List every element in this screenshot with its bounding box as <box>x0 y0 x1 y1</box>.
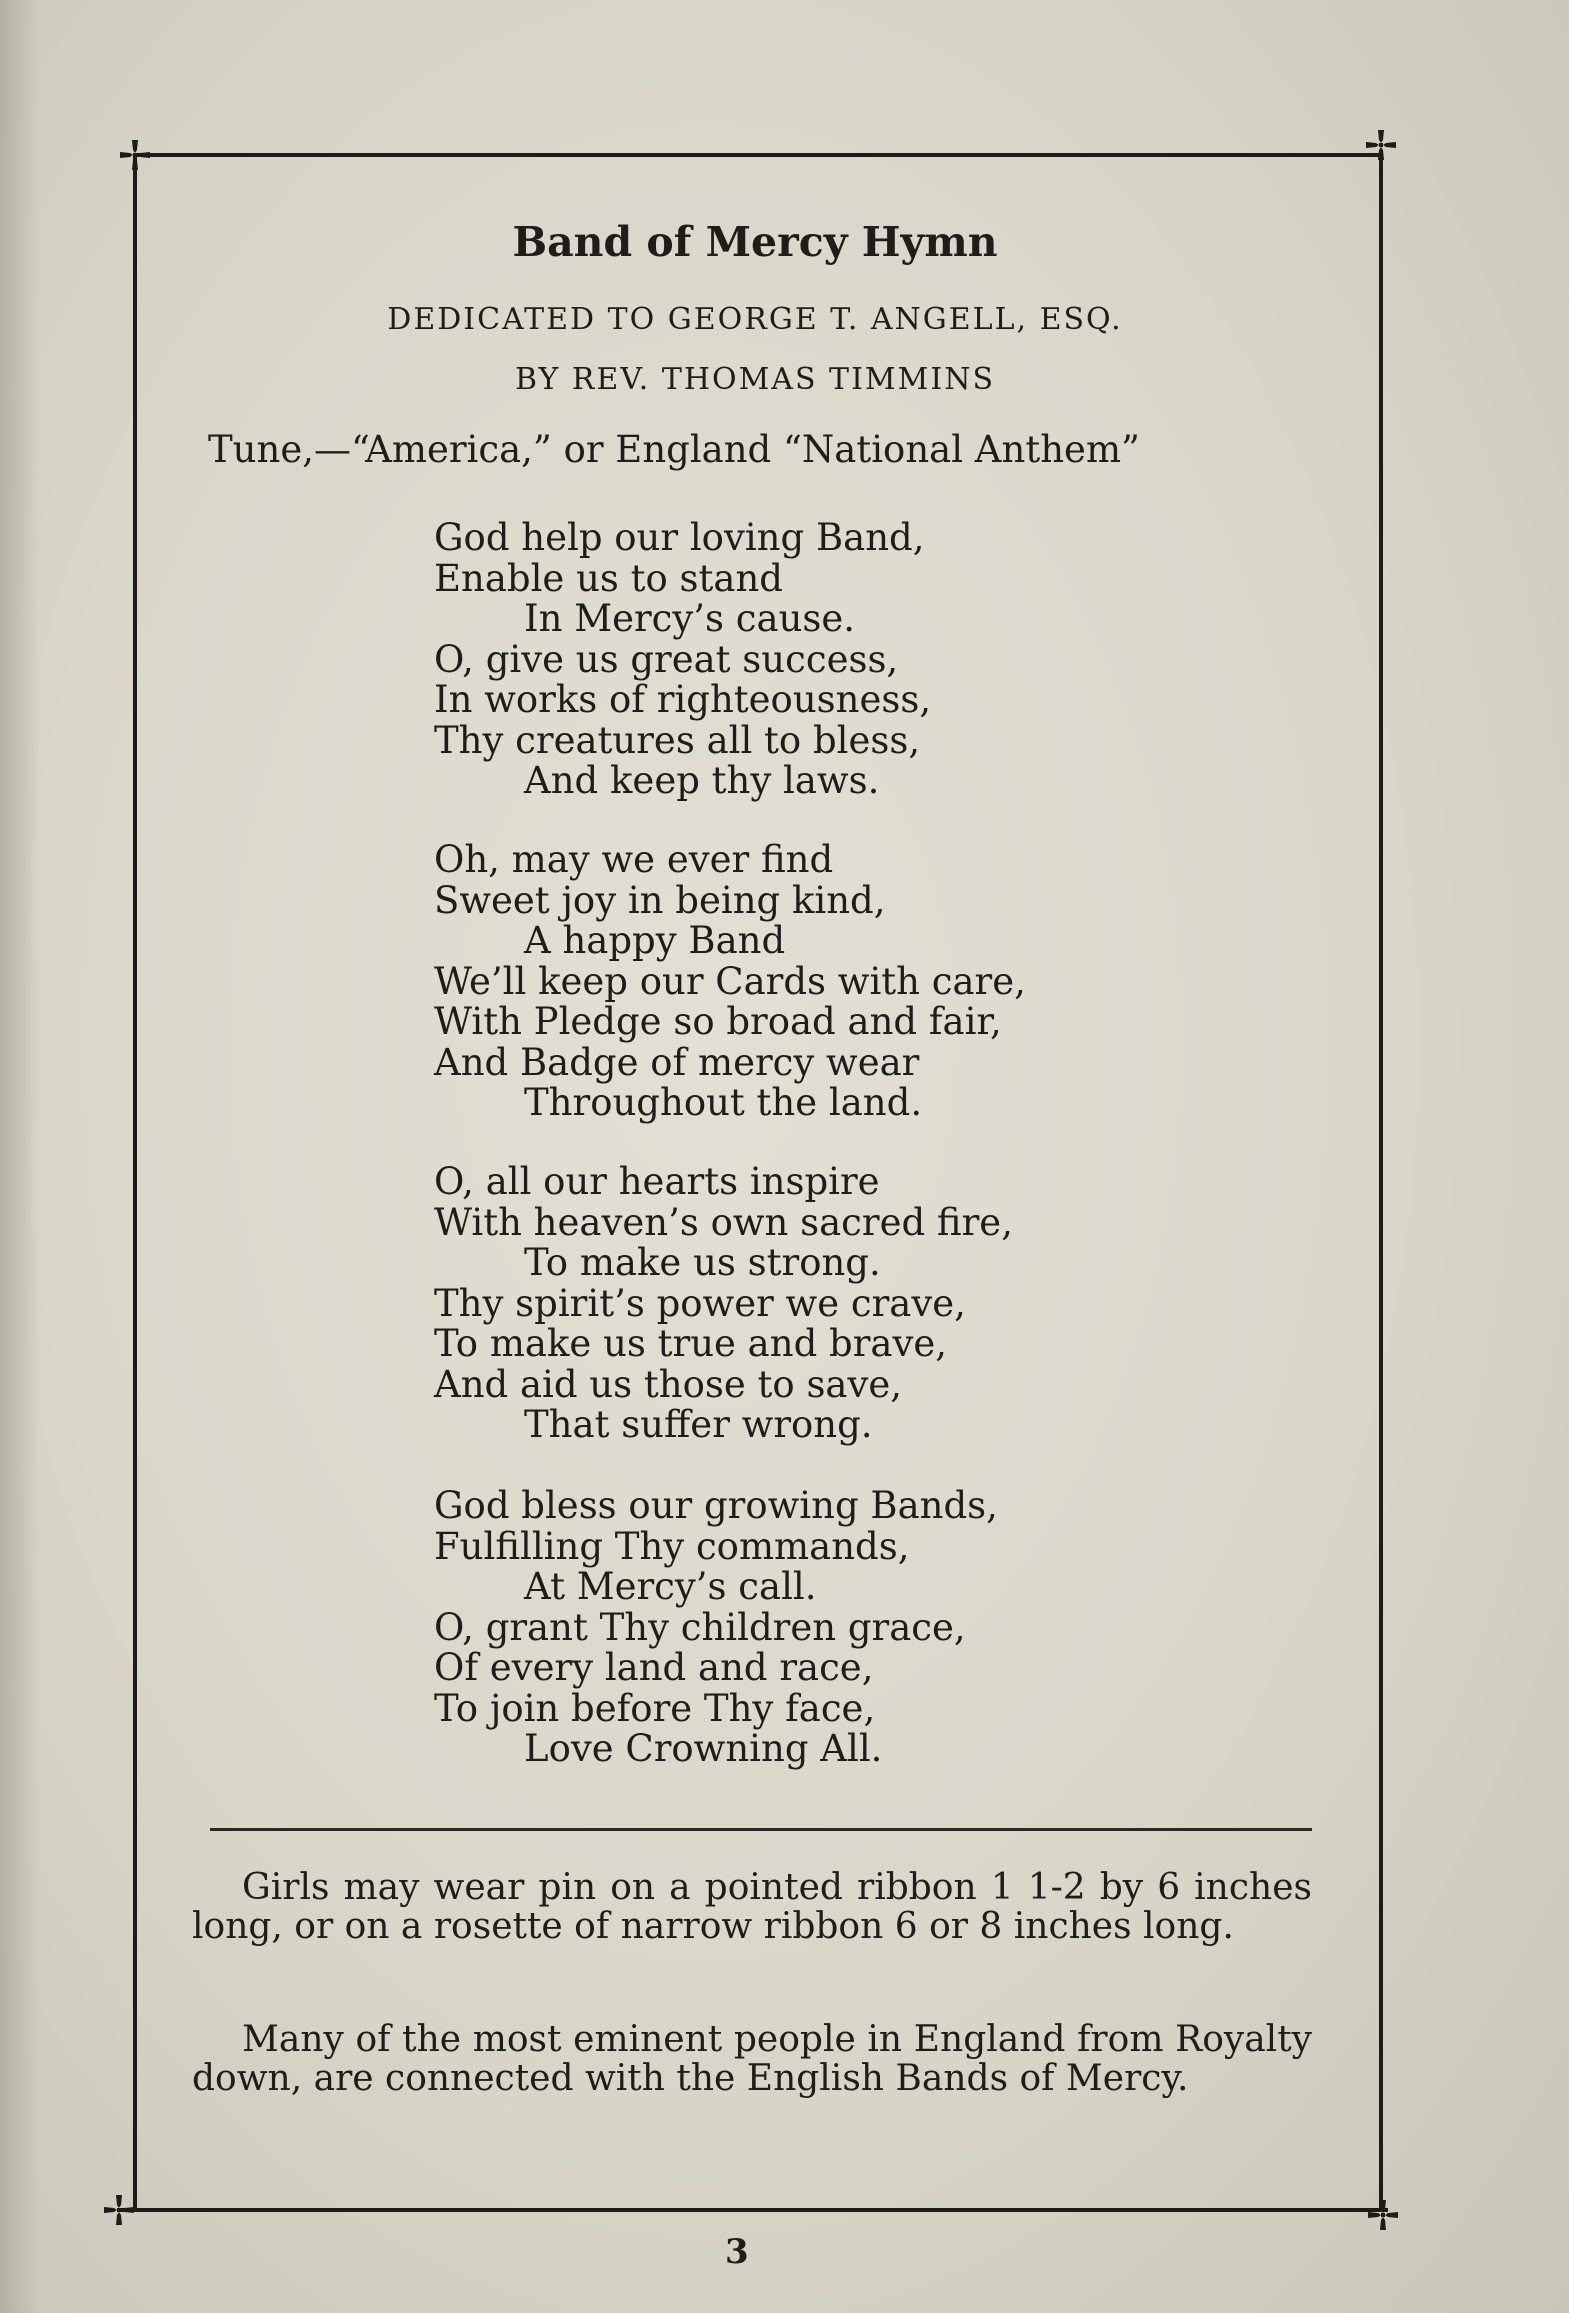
verse-line: And Badge of mercy wear <box>434 1040 920 1084</box>
corner-cross-icon <box>1366 2198 1400 2232</box>
hymn-title: Band of Mercy Hymn <box>512 218 998 266</box>
stanza <box>434 1486 998 1770</box>
verse-line: To join before Thy face, <box>434 1686 876 1730</box>
author-line: BY REV. THOMAS TIMMINS <box>514 362 996 397</box>
royalty-note: Many of the most eminent people in England from Royalty down, are connected with the English Bands of Mercy. <box>192 2019 1312 2099</box>
verse-line: In Mercy’s cause. <box>524 597 856 640</box>
verse-line: Enable us to stand <box>434 556 783 600</box>
verse-line: That suffer wrong. <box>524 1403 873 1446</box>
verse-line: God bless our growing Bands, <box>434 1484 998 1527</box>
verse-line: Of every land and race, <box>434 1646 874 1689</box>
tune-line: Tune,—“America,” or England “National Anthem” <box>208 428 1140 471</box>
verse-line: In works of righteousness, <box>434 678 932 721</box>
verse-line: And keep thy laws. <box>524 759 880 802</box>
verse-line: With Pledge so broad and fair, <box>434 1000 1002 1043</box>
verse-line: To make us strong. <box>524 1241 881 1284</box>
section-divider <box>210 1828 1312 1831</box>
frame-bottom-border <box>118 2208 1388 2212</box>
verse-line: Love Crowning All. <box>524 1727 883 1770</box>
corner-cross-icon <box>118 138 152 172</box>
spine-shadow <box>0 0 40 2313</box>
corner-cross-icon <box>1364 128 1398 162</box>
stanza <box>434 1162 1013 1446</box>
verse-line: Sweet joy in being kind, <box>434 878 886 922</box>
corner-cross-icon <box>102 2193 136 2227</box>
verse-line: At Mercy’s call. <box>524 1565 817 1608</box>
frame-top-border <box>135 153 1380 157</box>
verse-line: And aid us those to save, <box>434 1362 903 1406</box>
verse-line: With heaven’s own sacred fire, <box>434 1200 1013 1244</box>
verse-line: A happy Band <box>524 919 786 962</box>
verse-line: Thy spirit’s power we crave, <box>434 1281 966 1325</box>
stanza <box>434 840 1026 1124</box>
verse-line: Oh, may we ever find <box>434 838 834 881</box>
verse-line: God help our loving Band, <box>434 516 925 559</box>
verse-line: O, give us great success, <box>434 637 899 681</box>
verse-line: We’ll keep our Cards with care, <box>434 959 1026 1003</box>
verse-line: Thy creatures all to bless, <box>434 718 921 762</box>
frame-left-border <box>133 155 137 2210</box>
page-number: 3 <box>725 2232 749 2272</box>
dedication-line: DEDICATED TO GEORGE T. ANGELL, ESQ. <box>387 302 1123 337</box>
frame-right-border <box>1379 155 1383 2210</box>
stanza <box>434 518 931 802</box>
verse-line: Fulfilling Thy commands, <box>434 1524 910 1568</box>
ribbon-note: Girls may wear pin on a pointed ribbon 1 1-2 by 6 inches long, or on a rosette of narrow ribbon 6 or 8 inches long. <box>192 1867 1312 1947</box>
verse-line: Throughout the land. <box>524 1081 923 1124</box>
verse-line: O, all our hearts inspire <box>434 1160 880 1203</box>
verse-line: O, grant Thy children grace, <box>434 1605 966 1649</box>
verse-line: To make us true and brave, <box>434 1322 948 1365</box>
